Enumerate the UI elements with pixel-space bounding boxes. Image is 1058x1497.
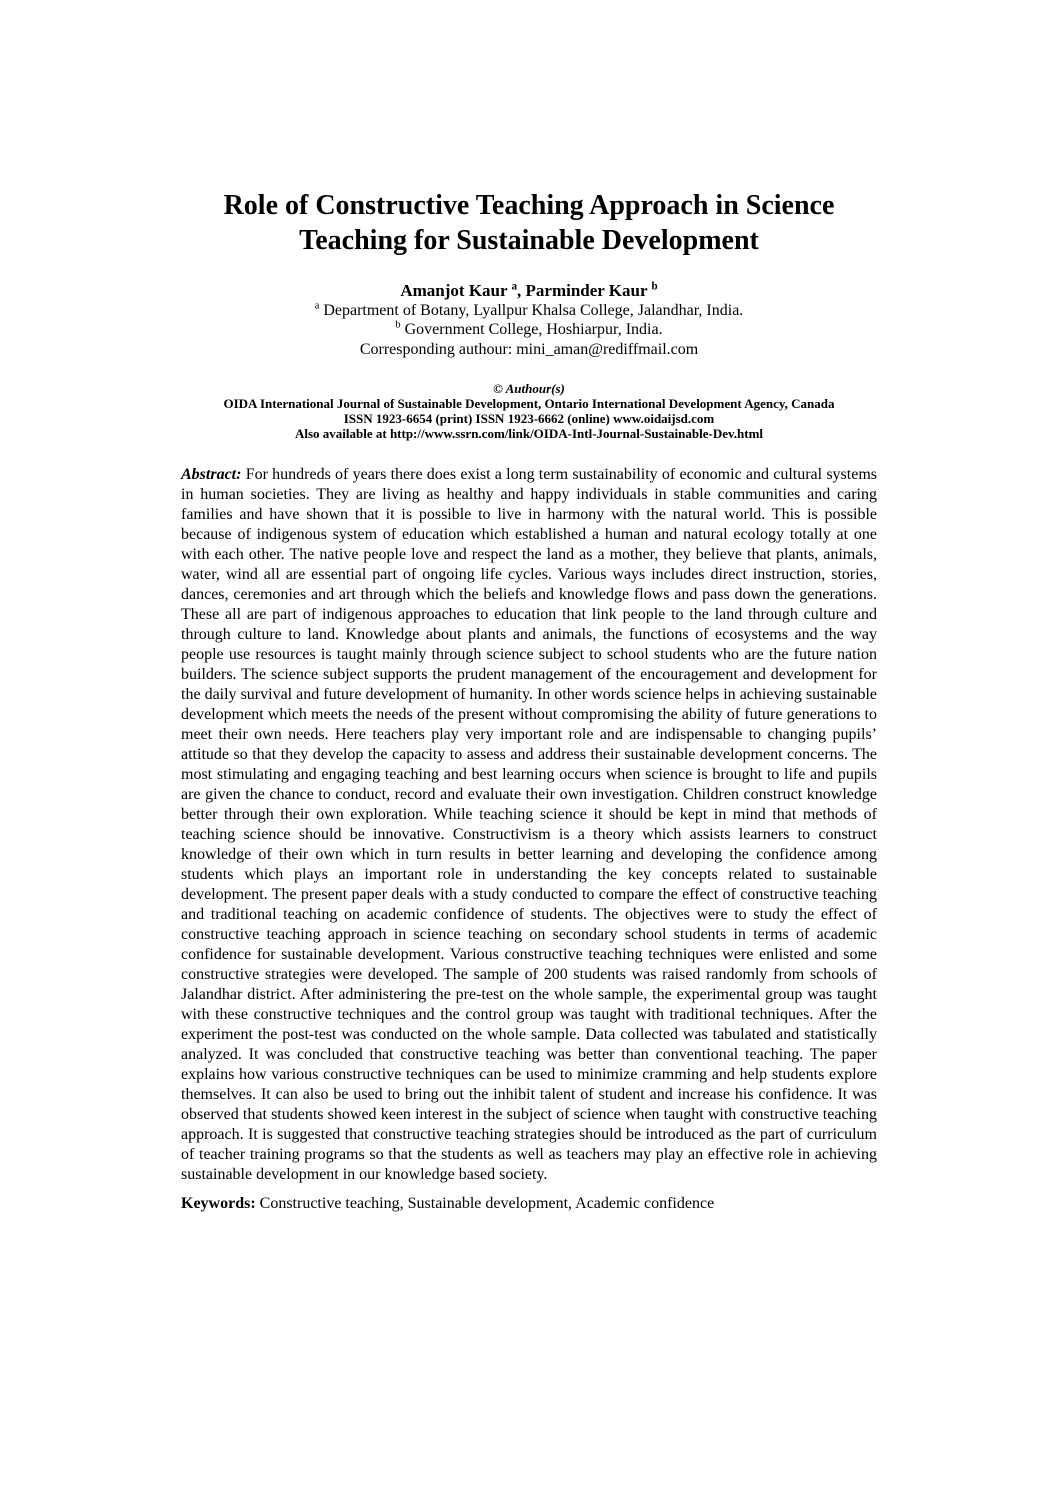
abstract-paragraph	[181, 465, 877, 1185]
keywords-label: Keywords:	[181, 1195, 256, 1212]
keywords-text: Constructive teaching, Sustainable development, Academic confidence	[259, 1195, 715, 1212]
paper-title-line2: Teaching for Sustainable Development	[299, 225, 759, 256]
authors-line	[181, 281, 877, 301]
copyright-line: © Authour(s)	[493, 381, 565, 396]
affiliation-a-mark: a	[314, 300, 320, 312]
issn-line: ISSN 1923-6654 (print) ISSN 1923-6662 (online) www.oidaijsd.com	[343, 411, 715, 426]
author-name-2: Parminder Kaur	[525, 281, 648, 300]
author-affiliation-mark-b: b	[651, 280, 658, 293]
abstract-label: Abstract:	[181, 466, 242, 483]
paper-title	[181, 188, 877, 258]
author-name-1: Amanjot Kaur	[400, 281, 508, 300]
journal-line: OIDA International Journal of Sustainable Development, Ontario International Development Agency, Canada	[223, 396, 835, 411]
affiliation-a	[181, 301, 877, 320]
page-content	[181, 188, 877, 1214]
keywords-line	[181, 1194, 877, 1214]
paper-title-line1: Role of Constructive Teaching Approach in Science	[223, 190, 835, 221]
affiliation-b-text: Government College, Hoshiarpur, India.	[404, 321, 663, 338]
publisher-block	[181, 381, 877, 441]
corresponding-author-line: Corresponding authour: mini_aman@rediffmail.com	[359, 341, 699, 358]
affiliation-a-text: Department of Botany, Lyallpur Khalsa College, Jalandhar, India.	[323, 302, 744, 319]
affiliation-b	[181, 320, 877, 339]
author-separator: ,	[517, 281, 526, 300]
abstract-text: For hundreds of years there does exist a long term sustainability of economic and cultural systems in human societies. They are living as healthy and happy individuals in stable communities and caring families and have shown that it is possible to live in harmony with the natural world. This is possible because of indigenous system of education which established a human and natural ecology totally at one with each other. The native people love and respect the land as a mother, they believe that plants, animals, water, wind all are essential part of ongoing life cycles. Various ways includes direct instruction, stories, dances, ceremonies and art through which the beliefs and knowledge flows and pass down the generations. These all are part of indigenous approaches to education that link people to the land through culture and through culture to land. Knowledge about plants and animals, the functions of ecosystems and the way people use resources is taught mainly through science subject to school students who are the future nation builders. The science subject supports the prudent management of the encouragement and development for the daily survival and future development of humanity. In other words science helps in achieving sustainable development which meets the needs of the present without compromising the ability of future generations to meet their own needs. Here teachers play very important role and are indispensable to changing pupils’ attitude so that they develop the capacity to assess and address their sustainable development concerns. The most stimulating and engaging teaching and best learning occurs when science is brought to life and pupils are given the chance to conduct, record and evaluate their own investigation. Children construct knowledge better through their own exploration. While teaching science it should be kept in mind that methods of teaching science should be innovative. Constructivism is a theory which assists learners to construct knowledge of their own which in turn results in better learning and developing the confidence among students which plays an important role in understanding the key concepts related to sustainable development. The present paper deals with a study conducted to compare the effect of constructive teaching and traditional teaching on academic confidence of students. The objectives were to study the effect of constructive teaching approach in science teaching on secondary school students in terms of academic confidence for sustainable development. Various constructive teaching techniques were enlisted and some constructive strategies were developed. The sample of 200 students was raised randomly from schools of Jalandhar district. After administering the pre-test on the whole sample, the experimental group was taught with these constructive techniques and the control group was taught with traditional techniques. After the experiment the post-test was conducted on the whole sample. Data collected was tabulated and statistically analyzed. It was concluded that constructive teaching was better than conventional teaching. The paper explains how various constructive techniques can be used to minimize cramming and help students explore themselves. It can also be used to bring out the inhibit talent of student and increase his confidence. It was observed that students showed keen interest in the subject of science when taught with constructive teaching approach. It is suggested that constructive teaching strategies should be introduced as the part of curriculum of teacher training programs so that the students as well as teachers may play an effective role in achieving sustainable development in our knowledge based society.	[181, 466, 877, 1183]
affiliation-b-mark: b	[395, 319, 401, 331]
author-affiliation-mark-a: a	[511, 280, 518, 293]
availability-line: Also available at http://www.ssrn.com/link/OIDA-Intl-Journal-Sustainable-Dev.html	[294, 426, 764, 441]
